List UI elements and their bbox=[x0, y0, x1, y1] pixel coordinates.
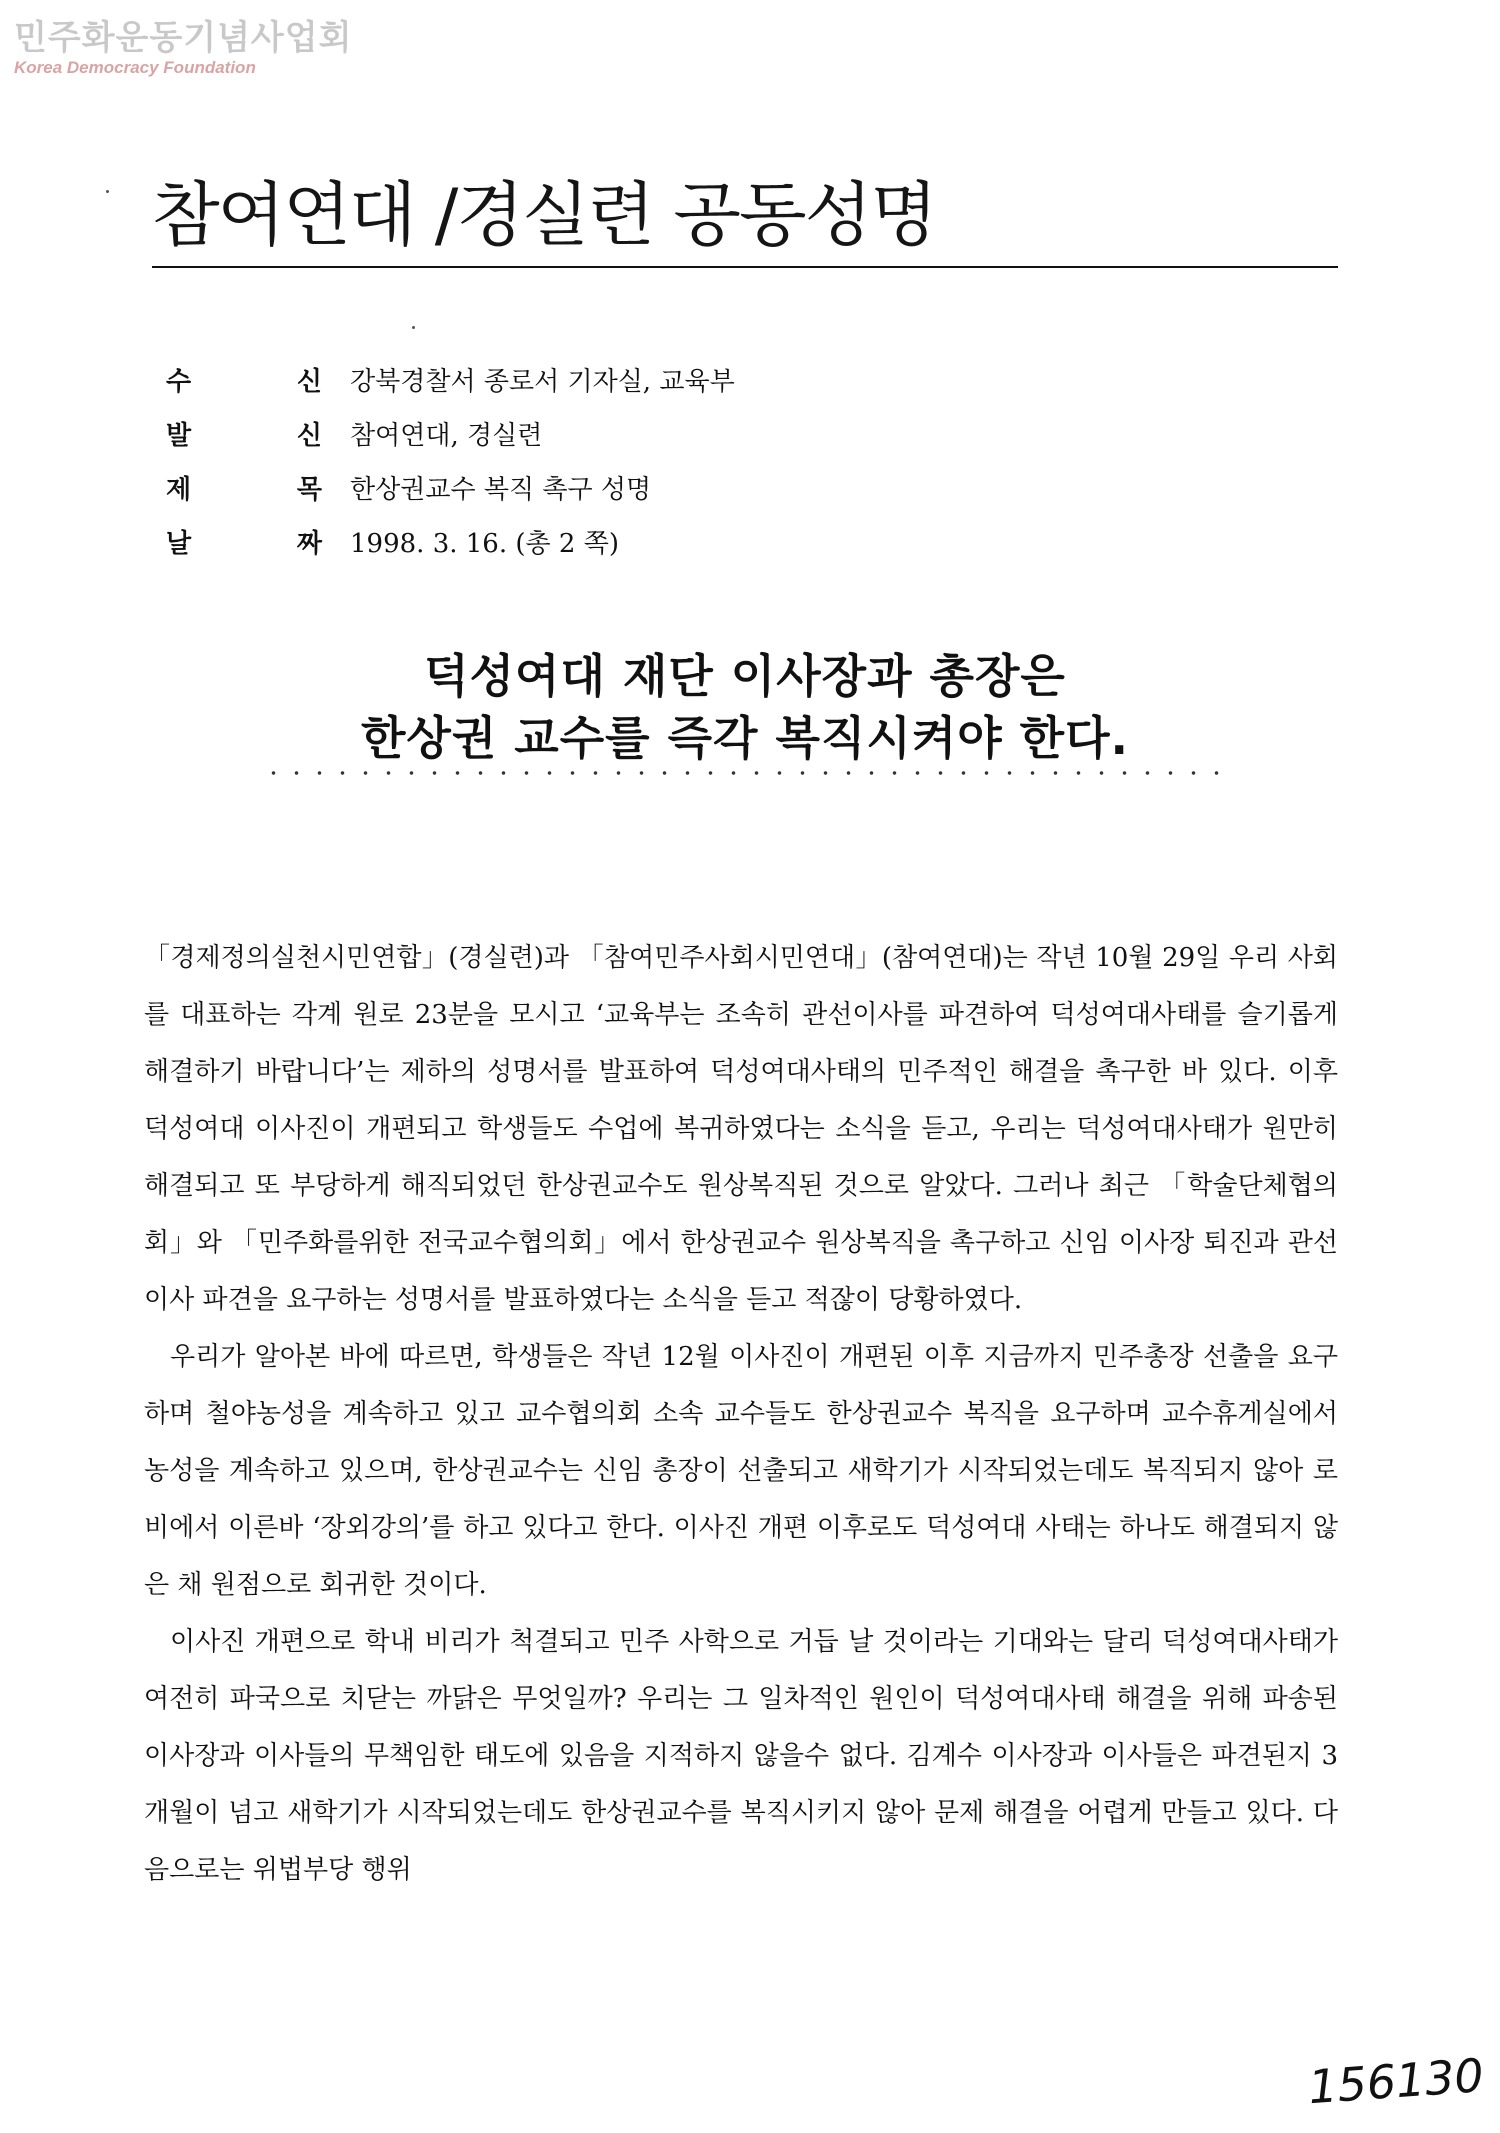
header-label-subject bbox=[166, 469, 322, 506]
headline-line-2: 한상권 교수를 즉각 복직시켜야 한다. bbox=[360, 711, 1130, 765]
scan-speck bbox=[106, 190, 109, 193]
dotted-separator bbox=[262, 770, 1222, 776]
header-label-date bbox=[166, 523, 322, 560]
label-char: 발 bbox=[166, 420, 192, 451]
watermark-org-name-en: Korea Democracy Foundation bbox=[14, 58, 256, 77]
label-char: 수 bbox=[166, 366, 192, 397]
watermark-org-name-ko: 민주화운동기념사업회 bbox=[14, 18, 353, 58]
document-title: 참여연대 /경실련 공동성명 bbox=[152, 174, 936, 256]
headline-line-1: 덕성여대 재단 이사장과 총장은 bbox=[424, 649, 1066, 703]
body-paragraph-1: 「경제정의실천시민연합」(경실련)과 「참여민주사회시민연대」(참여연대)는 작년 10월 29일 우리 사회를 대표하는 각계 원로 23분을 모시고 ‘교육부는 조속히 관선이사를 파견하여 덕성여대사태를 슬기롭게 해결하기 바랍니다’는 제하의 성명서를 발표하여 덕성여대사태의 민주적인 해결을 촉구한 바 있다. 이후 덕성여대 이사진이 개편되고 학생들도 수업에 복귀하였다는 소식을 듣고, 우리는 덕성여대사태가 원만히 해결되고 또 부당하게 해직되었던 한상권교수도 원상복직된 것으로 알았다. 그러나 최근 「학술단체협의회」와 「민주화를위한 전국교수협의회」에서 한상권교수 원상복직을 촉구하고 신임 이사장 퇴진과 관선이사 파견을 요구하는 성명서를 발표하였다는 소식을 듣고 적잖이 당황하였다. bbox=[144, 943, 1338, 1315]
header-row-subject bbox=[166, 460, 735, 514]
label-char: 목 bbox=[296, 474, 322, 505]
label-char: 날 bbox=[166, 528, 192, 559]
handwritten-document-number bbox=[1304, 2040, 1486, 2120]
statement-body bbox=[144, 930, 1338, 1899]
header-row-sender bbox=[166, 406, 735, 460]
body-paragraph-3: 이사진 개편으로 학내 비리가 척결되고 민주 사학으로 거듭 날 것이라는 기대와는 달리 덕성여대사태가 여전히 파국으로 치닫는 까닭은 무엇일까? 우리는 그 일차적인 원인이 덕성여대사태 해결을 위해 파송된 이사장과 이사들의 무책임한 태도에 있음을 지적하지 않을수 없다. 김계수 이사장과 이사들은 파견된지 3개월이 넘고 새학기가 시작되었는데도 한상권교수를 복직시키지 않아 문제 해결을 어렵게 만들고 있다. 다음으로는 위법부당 행위 bbox=[144, 1627, 1338, 1885]
watermark-logo bbox=[14, 18, 352, 78]
header-label-recipient bbox=[166, 361, 322, 398]
header-value-subject: 한상권교수 복직 촉구 성명 bbox=[350, 474, 652, 505]
header-value-sender: 참여연대, 경실련 bbox=[350, 420, 543, 451]
header-label-sender bbox=[166, 415, 322, 452]
header-value-recipient: 강북경찰서 종로서 기자실, 교육부 bbox=[350, 366, 735, 397]
label-char: 제 bbox=[166, 474, 192, 505]
scan-speck bbox=[412, 326, 415, 329]
header-value-date: 1998. 3. 16. (총 2 쪽) bbox=[350, 528, 619, 559]
label-char: 짜 bbox=[296, 528, 322, 559]
label-char: 신 bbox=[296, 366, 322, 397]
statement-headline bbox=[152, 645, 1338, 769]
label-char: 신 bbox=[296, 420, 322, 451]
header-fields bbox=[166, 352, 735, 568]
header-row-recipient bbox=[166, 352, 735, 406]
title-underline bbox=[152, 266, 1338, 268]
header-row-date bbox=[166, 514, 735, 568]
body-paragraph-2: 우리가 알아본 바에 따르면, 학생들은 작년 12월 이사진이 개편된 이후 지금까지 민주총장 선출을 요구하며 철야농성을 계속하고 있고 교수협의회 소속 교수들도 한상권교수 복직을 요구하며 교수휴게실에서 농성을 계속하고 있으며, 한상권교수는 신임 총장이 선출되고 새학기가 시작되었는데도 복직되지 않아 로비에서 이른바 ‘장외강의’를 하고 있다고 한다. 이사진 개편 이후로도 덕성여대 사태는 하나도 해결되지 않은 채 원점으로 회귀한 것이다. bbox=[144, 1342, 1338, 1600]
handwritten-number-text: 156130 bbox=[1306, 2048, 1486, 2115]
